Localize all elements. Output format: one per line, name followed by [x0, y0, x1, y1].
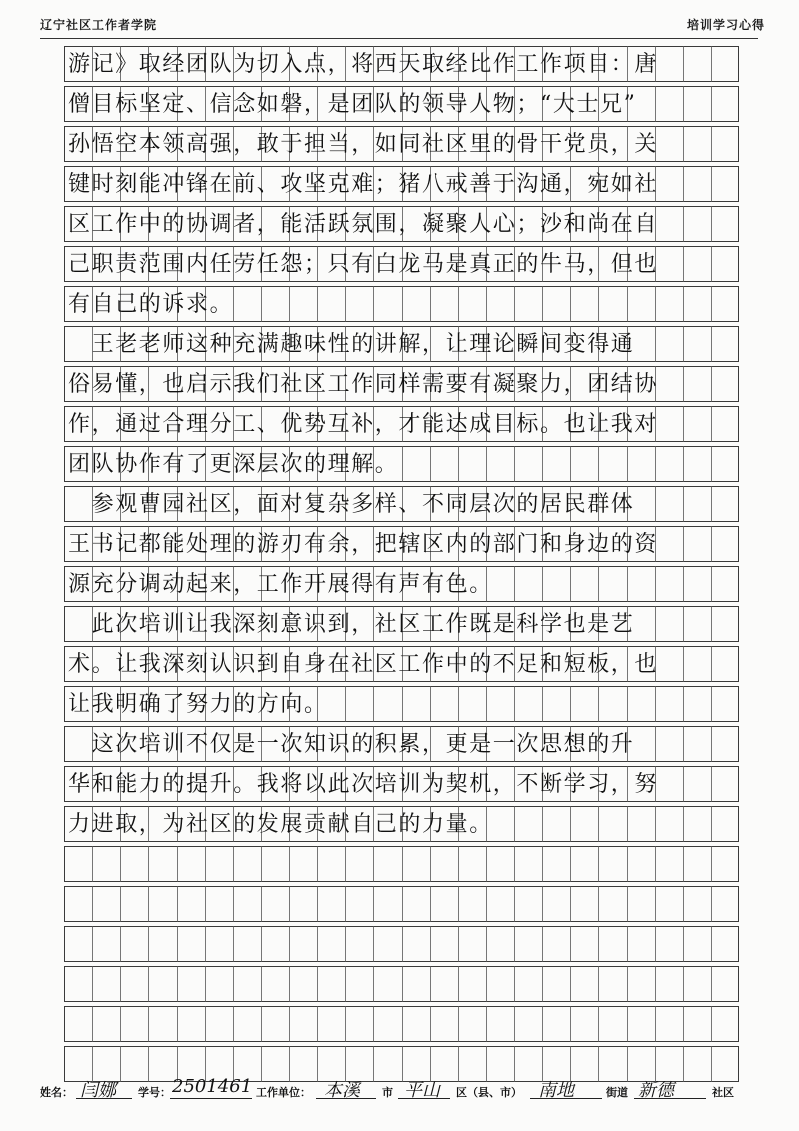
- grid-row: [64, 206, 739, 242]
- grid-row: [64, 326, 739, 362]
- essay-line: 孙悟空本领高强，敢于担当，如同社区里的骨干党员，关: [68, 132, 659, 157]
- essay-line: [68, 970, 737, 1000]
- essay-line: 僧目标坚定、信念如磐，是团队的领导人物；“大士兄”: [68, 92, 637, 117]
- essay-line: 作，通过合理分工、优势互补，才能达成目标。也让我对: [68, 412, 659, 437]
- community-label: 社区: [712, 1086, 734, 1099]
- grid-row: [64, 606, 739, 642]
- student-id-underline: [170, 1098, 252, 1099]
- grid-row: [64, 926, 739, 962]
- essay-line: [68, 1010, 737, 1040]
- essay-line: 华和能力的提升。我将以此次培训为契机，不断学习，努: [68, 772, 659, 797]
- community-value: 新德: [638, 1080, 674, 1101]
- grid-row: [64, 86, 739, 122]
- grid-row: [64, 286, 739, 322]
- essay-line: 键时刻能冲锋在前、攻坚克难；猪八戒善于沟通，宛如社: [68, 172, 659, 197]
- student-id-value: 2501461: [172, 1076, 253, 1097]
- work-unit-label: 工作单位：: [256, 1086, 311, 1099]
- essay-line: 源充分调动起来，工作开展得有声有色。: [68, 572, 493, 597]
- student-id-label: 学号：: [138, 1086, 171, 1099]
- header-divider: [40, 38, 758, 39]
- essay-line: 力进取，为社区的发展贡献自己的力量。: [68, 812, 493, 837]
- grid-row: [64, 566, 739, 602]
- grid-row: [64, 126, 739, 162]
- grid-row: [64, 406, 739, 442]
- essay-line: 王老老师这种充满趣味性的讲解，让理论瞬间变得通: [68, 332, 635, 357]
- grid-row: [64, 806, 739, 842]
- city-underline: [316, 1098, 376, 1099]
- essay-line: 团队协作有了更深层次的理解。: [68, 452, 399, 477]
- grid-row: [64, 966, 739, 1002]
- institution-name: 辽宁社区工作者学院: [40, 18, 158, 32]
- essay-line: 己职责范围内任劳任怨；只有白龙马是真正的牛马，但也: [68, 252, 659, 277]
- grid-row: [64, 446, 739, 482]
- grid-row: [64, 766, 739, 802]
- essay-line: 有自己的诉求。: [68, 292, 234, 317]
- city-label: 市: [382, 1086, 393, 1099]
- essay-line: 俗易懂，也启示我们社区工作同样需要有凝聚力，团结协: [68, 372, 659, 397]
- grid-row: [64, 46, 739, 82]
- document-type: 培训学习心得: [686, 18, 765, 32]
- footer-info: [40, 1076, 760, 1104]
- essay-line: 让我明确了努力的方向。: [68, 692, 328, 717]
- essay-line: [68, 850, 737, 880]
- grid-row: [64, 886, 739, 922]
- name-label: 姓名：: [40, 1086, 73, 1099]
- grid-row: [64, 846, 739, 882]
- essay-line: [68, 930, 737, 960]
- writing-grid: [64, 46, 739, 1066]
- grid-row: [64, 1006, 739, 1042]
- grid-row: [64, 366, 739, 402]
- city-value: 本溪: [324, 1080, 360, 1101]
- name-underline: [76, 1098, 132, 1099]
- essay-line: 此次培训让我深刻意识到，社区工作既是科学也是艺: [68, 612, 635, 637]
- essay-line: 王书记都能处理的游刃有余，把辖区内的部门和身边的资: [68, 532, 659, 557]
- essay-line: 区工作中的协调者，能活跃氛围，凝聚人心；沙和尚在自: [68, 212, 659, 237]
- name-value: 闫娜: [80, 1080, 116, 1101]
- community-underline: [634, 1098, 706, 1099]
- grid-row: [64, 646, 739, 682]
- district-value: 平山: [404, 1080, 440, 1101]
- essay-line: [68, 890, 737, 920]
- essay-line: 这次培训不仅是一次知识的积累，更是一次思想的升: [68, 732, 635, 757]
- street-label: 街道: [606, 1086, 628, 1099]
- essay-line: 游记》取经团队为切入点，将西天取经比作工作项目：唐: [68, 52, 659, 77]
- street-value: 南地: [538, 1080, 574, 1101]
- grid-row: [64, 486, 739, 522]
- essay-line: 术。让我深刻认识到自身在社区工作中的不足和短板，也: [68, 652, 659, 677]
- grid-row: [64, 726, 739, 762]
- grid-row: [64, 246, 739, 282]
- grid-row: [64, 686, 739, 722]
- district-label: 区（县、市）: [456, 1086, 522, 1099]
- grid-row: [64, 166, 739, 202]
- district-underline: [398, 1098, 450, 1099]
- street-underline: [530, 1098, 602, 1099]
- essay-line: 参观曹园社区，面对复杂多样、不同层次的居民群体: [68, 492, 635, 517]
- grid-row: [64, 526, 739, 562]
